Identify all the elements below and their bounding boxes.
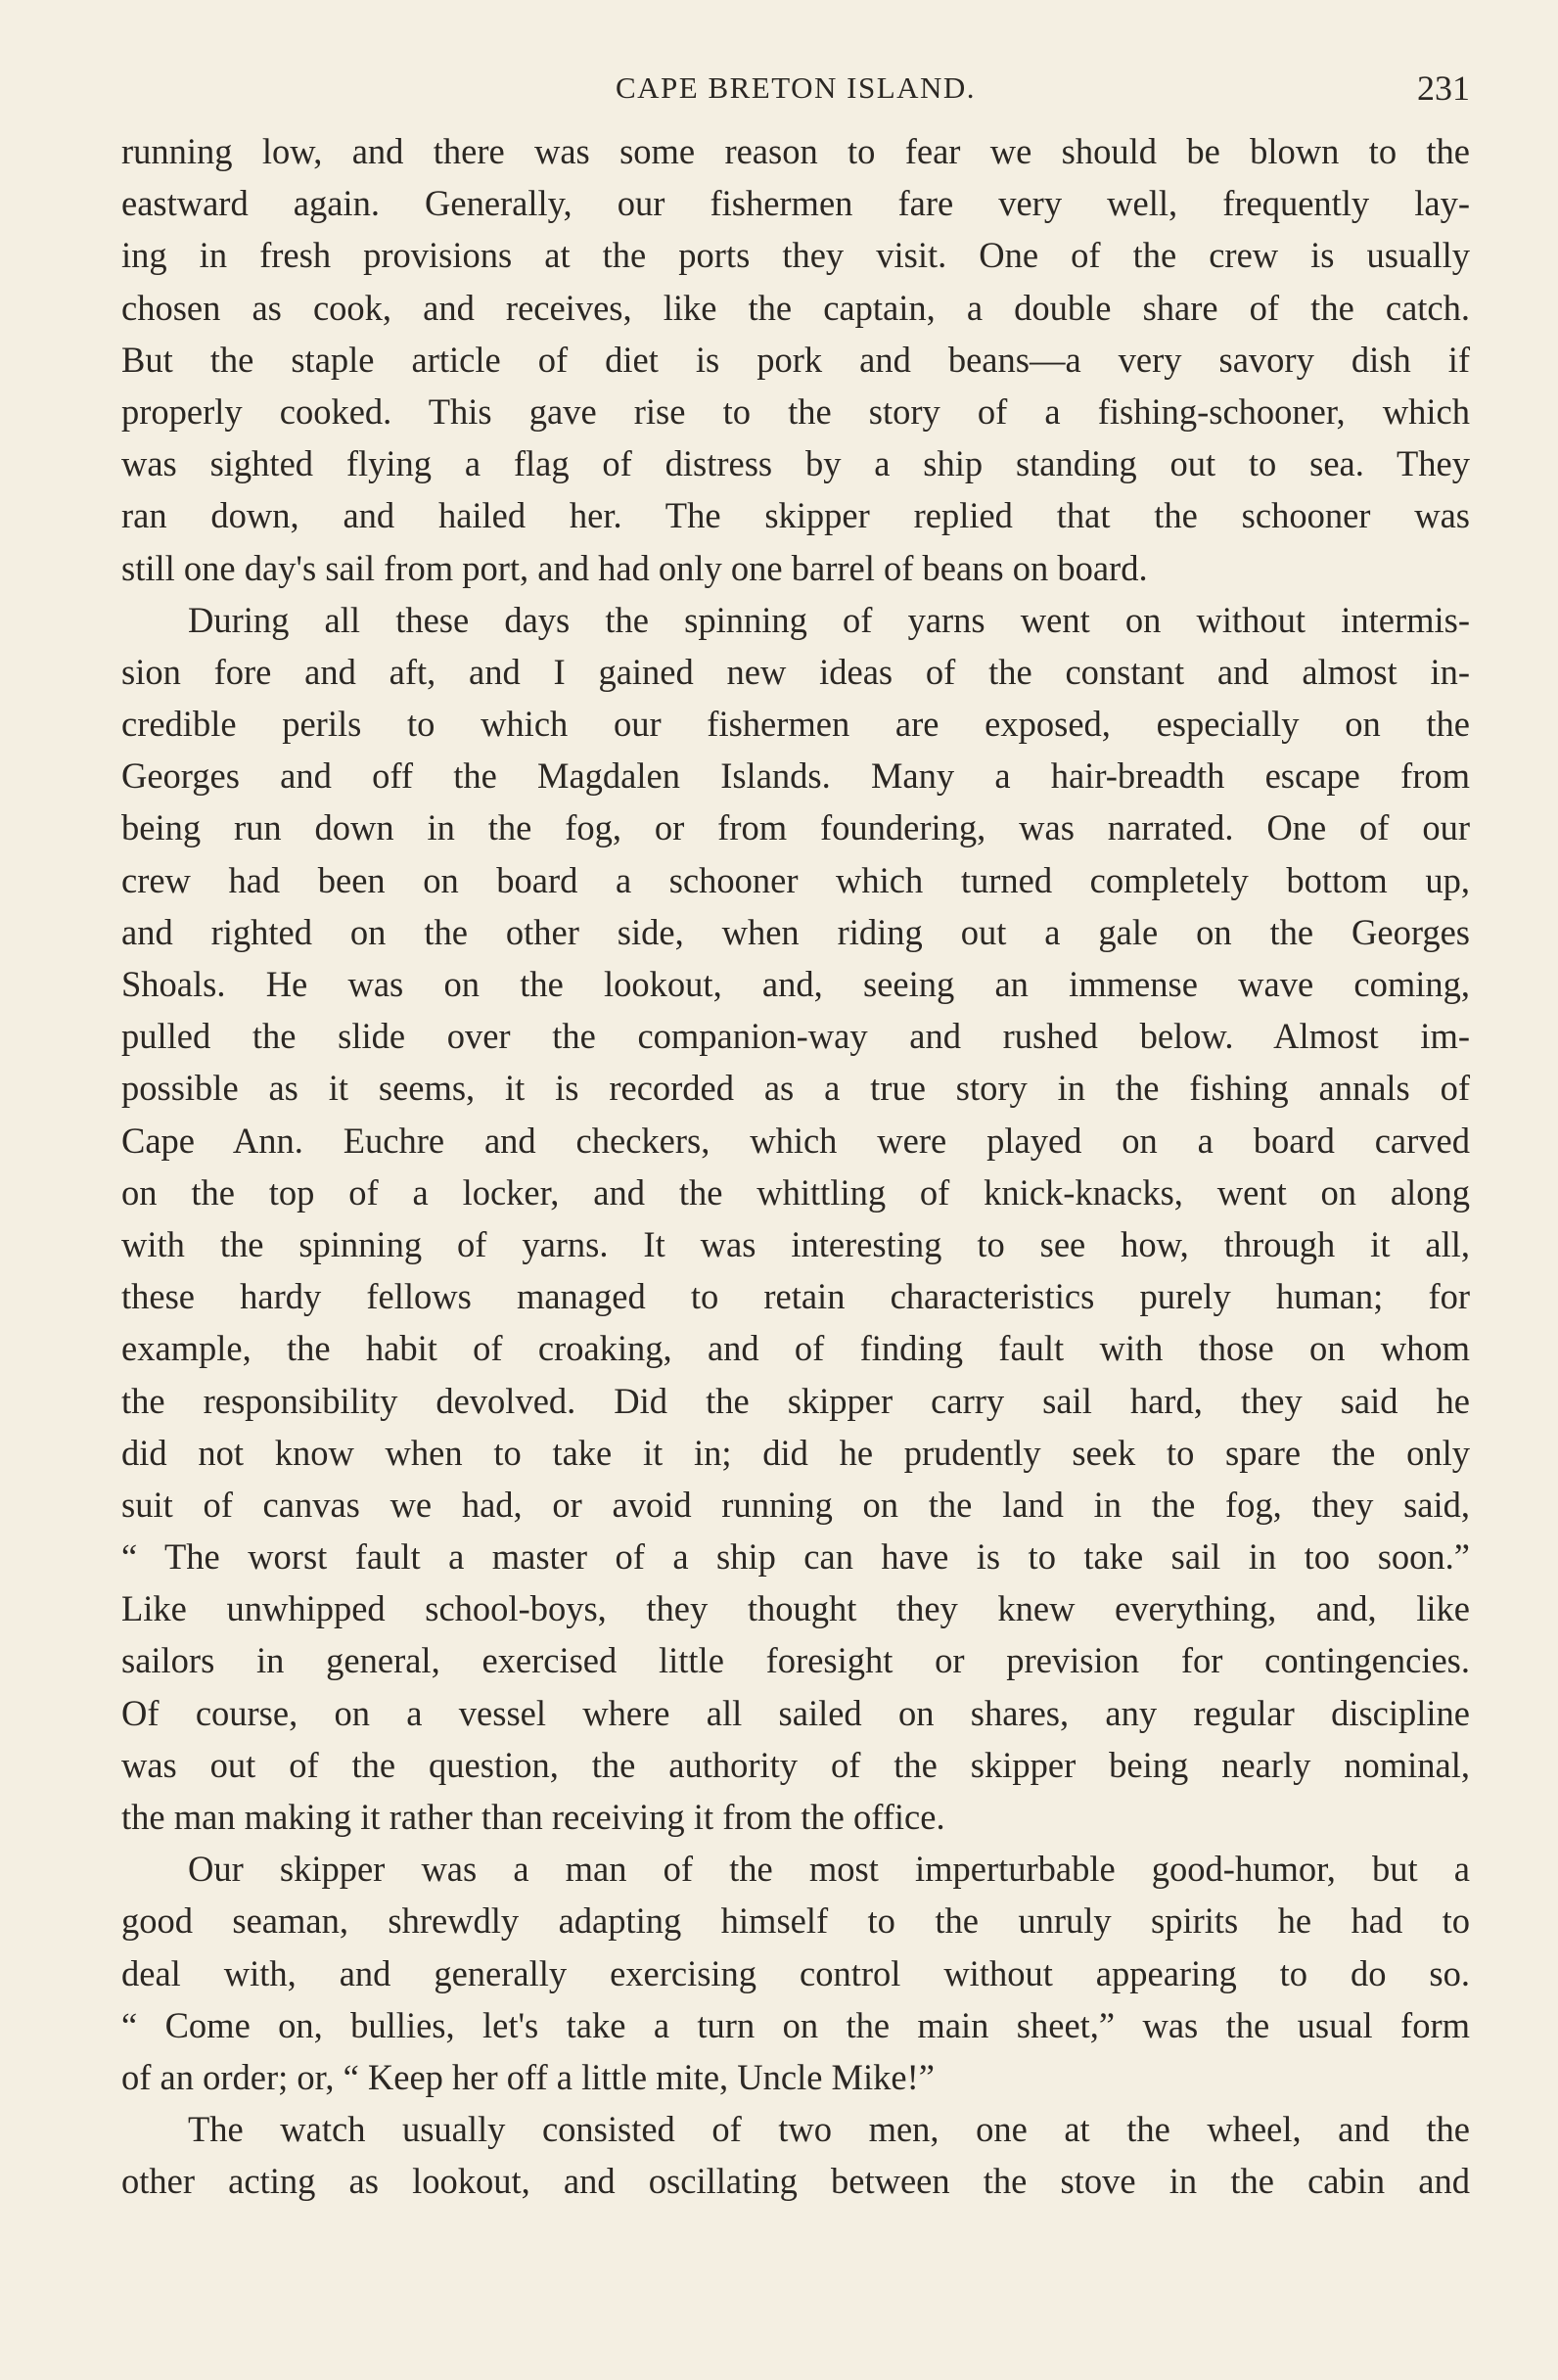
text-line: crew had been on board a schooner which turned completely bottom up, <box>121 859 1470 900</box>
text-line: did not know when to take it in; did he prudently seek to spare the only <box>121 1432 1470 1473</box>
text-line: Like unwhipped school-boys, they thought they knew everything, and, like <box>121 1588 1470 1629</box>
text-line: other acting as lookout, and oscillating between the stove in the cabin and <box>121 2161 1470 2202</box>
text-line: “ The worst fault a master of a ship can have is to take sail in too soon.” <box>121 1536 1470 1578</box>
text-line: Our skipper was a man of the most imperturbable good-humor, but a <box>188 1849 1470 1890</box>
text-line: was out of the question, the authority of the skipper being nearly nominal, <box>121 1744 1470 1785</box>
text-line: Of course, on a vessel where all sailed on shares, any regular discipline <box>121 1692 1470 1733</box>
text-line: ing in fresh provisions at the ports they visit. One of the crew is usually <box>121 235 1470 276</box>
text-line: During all these days the spinning of yarns went on without intermis- <box>188 599 1470 640</box>
page-number: 231 <box>1417 69 1470 108</box>
running-head-title: CAPE BRETON ISLAND. <box>615 70 977 105</box>
body-text <box>121 125 1470 2208</box>
text-line: eastward again. Generally, our fishermen fare very well, frequently lay- <box>121 183 1470 224</box>
text-line: being run down in the fog, or from foundering, was narrated. One of our <box>121 807 1470 848</box>
text-line: pulled the slide over the companion-way and rushed below. Almost im- <box>121 1016 1470 1057</box>
text-line: these hardy fellows managed to retain characteristics purely human; for <box>121 1276 1470 1317</box>
text-line: chosen as cook, and receives, like the captain, a double share of the catch. <box>121 287 1470 328</box>
text-line: properly cooked. This gave rise to the story of a fishing-schooner, which <box>121 390 1470 432</box>
text-line: still one day's sail from port, and had only one barrel of beans on board. <box>121 547 1148 588</box>
text-line: Cape Ann. Euchre and checkers, which were played on a board carved <box>121 1120 1470 1161</box>
text-line: the responsibility devolved. Did the skipper carry sail hard, they said he <box>121 1380 1470 1421</box>
book-page <box>121 0 1470 2380</box>
text-line: credible perils to which our fishermen are exposed, especially on the <box>121 704 1470 745</box>
text-line: suit of canvas we had, or avoid running on the land in the fog, they said, <box>121 1484 1470 1525</box>
text-line: “ Come on, bullies, let's take a turn on the main sheet,” was the usual form <box>121 2004 1470 2045</box>
text-line: on the top of a locker, and the whittling of knick-knacks, went on along <box>121 1171 1470 1213</box>
text-line: and righted on the other side, when riding out a gale on the Georges <box>121 911 1470 952</box>
text-line: deal with, and generally exercising control without appearing to do so. <box>121 1952 1470 1993</box>
text-line: example, the habit of croaking, and of finding fault with those on whom <box>121 1328 1470 1369</box>
text-line: possible as it seems, it is recorded as a true story in the fishing annals of <box>121 1068 1470 1109</box>
text-line: running low, and there was some reason to fear we should be blown to the <box>121 131 1470 171</box>
text-line: with the spinning of yarns. It was interesting to see how, through it all, <box>121 1223 1470 1264</box>
text-line: was sighted flying a flag of distress by a ship standing out to sea. They <box>121 443 1470 484</box>
text-line: of an order; or, “ Keep her off a little mite, Uncle Mike!” <box>121 2056 935 2097</box>
text-line: good seaman, shrewdly adapting himself to the unruly spirits he had to <box>121 1900 1470 1942</box>
text-line: Georges and off the Magdalen Islands. Many a hair-breadth escape from <box>121 755 1470 797</box>
text-line: Shoals. He was on the lookout, and, seeing an immense wave coming, <box>121 964 1470 1004</box>
text-line: The watch usually consisted of two men, one at the wheel, and the <box>188 2109 1470 2150</box>
text-line: sailors in general, exercised little foresight or prevision for contingencies. <box>121 1640 1470 1681</box>
running-head <box>121 61 1470 115</box>
text-line: ran down, and hailed her. The skipper replied that the schooner was <box>121 495 1470 536</box>
text-line: But the staple article of diet is pork and beans—a very savory dish if <box>121 339 1470 380</box>
text-line: sion fore and aft, and I gained new ideas of the constant and almost in- <box>121 651 1470 692</box>
text-line: the man making it rather than receiving it from the office. <box>121 1797 945 1837</box>
